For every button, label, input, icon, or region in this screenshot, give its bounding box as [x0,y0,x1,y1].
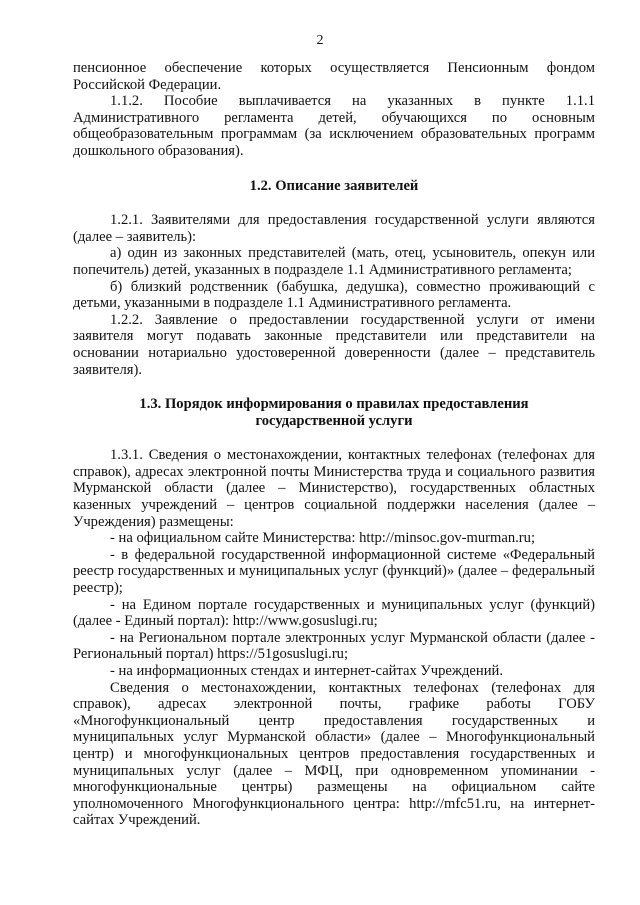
list-item-federal-registry: - в федеральной государственной информационной системе «Федеральный реестр государственных и муниципальных услуг (функций)» (далее – федеральный реестр); [73,546,595,597]
heading-1-2: 1.2. Описание заявителей [249,177,419,194]
document-body [73,60,595,829]
paragraph-1-2-1: 1.2.1. Заявителями для предоставления государственной услуги являются (далее – заявитель): [73,212,595,245]
paragraph-pension-fund: пенсионное обеспечение которых осуществляется Пенсионным фондом Российской Федерации. [73,60,595,93]
paragraph-1-2-2: 1.2.2. Заявление о предоставлении государственной услуги от имени заявителя могут подавать законные представители или представители на основании нотариально удостоверенной доверенности (далее – представитель заявителя). [73,311,595,378]
paragraph-mfc-info: Сведения о местонахождении, контактных телефонах (телефонах для справок), адресах электронной почты, графике работы ГОБУ «Многофункциональный центр предоставления государственных и муниципальных услуг Мурманской области» (далее – Многофункциональный центр) и многофункциональных центров предоставления государственных и муниципальных услуг (далее – МФЦ, при одновременном упоминании - многофункциональные центры) размещены на официальном сайте уполномоченного Многофункционального центра: http://mfc51.ru, на интернет-сайтах Учреждений. [73,679,595,829]
paragraph-1-2-1-b: б) близкий родственник (бабушка, дедушка), совместно проживающий с детьми, указанными в подразделе 1.1 Административного регламента. [73,278,595,312]
heading-1-3-line1: 1.3. Порядок информирования о правилах предоставления [139,396,529,413]
paragraph-1-1-2: 1.1.2. Пособие выплачивается на указанных в пункте 1.1.1 Административного регламента детей, обучающихся по основным общеобразовательным программам (за исключением образовательных программ дошкольного образования). [73,93,595,159]
paragraph-1-3-1: 1.3.1. Сведения о местонахождении, контактных телефонах (телефонах для справок), адресах электронной почты Министерства труда и социального развития Мурманской области (далее – Министерство), государственных областных казенных учреждений – центров социальной поддержки населения (далее – Учреждения) размещены: [73,447,595,530]
list-item-regional-portal: - на Региональном портале электронных услуг Мурманской области (далее - Региональный портал) https://51gosuslugi.ru; [73,629,595,663]
list-item-unified-portal: - на Едином портале государственных и муниципальных услуг (функций) (далее - Единый портал): http://www.gosuslugi.ru; [73,596,595,630]
paragraph-1-2-1-a: а) один из законных представителей (мать, отец, усыновитель, опекун или попечитель) детей, указанных в подразделе 1.1 Административного регламента; [73,245,595,278]
heading-1-3-line2: государственной услуги [255,412,413,429]
page-number: 2 [316,33,324,48]
list-item-official-site: - на официальном сайте Министерства: http://minsoc.gov-murman.ru; [110,530,536,547]
list-item-info-stands: - на информационных стендах и интернет-сайтах Учреждений. [110,663,503,679]
